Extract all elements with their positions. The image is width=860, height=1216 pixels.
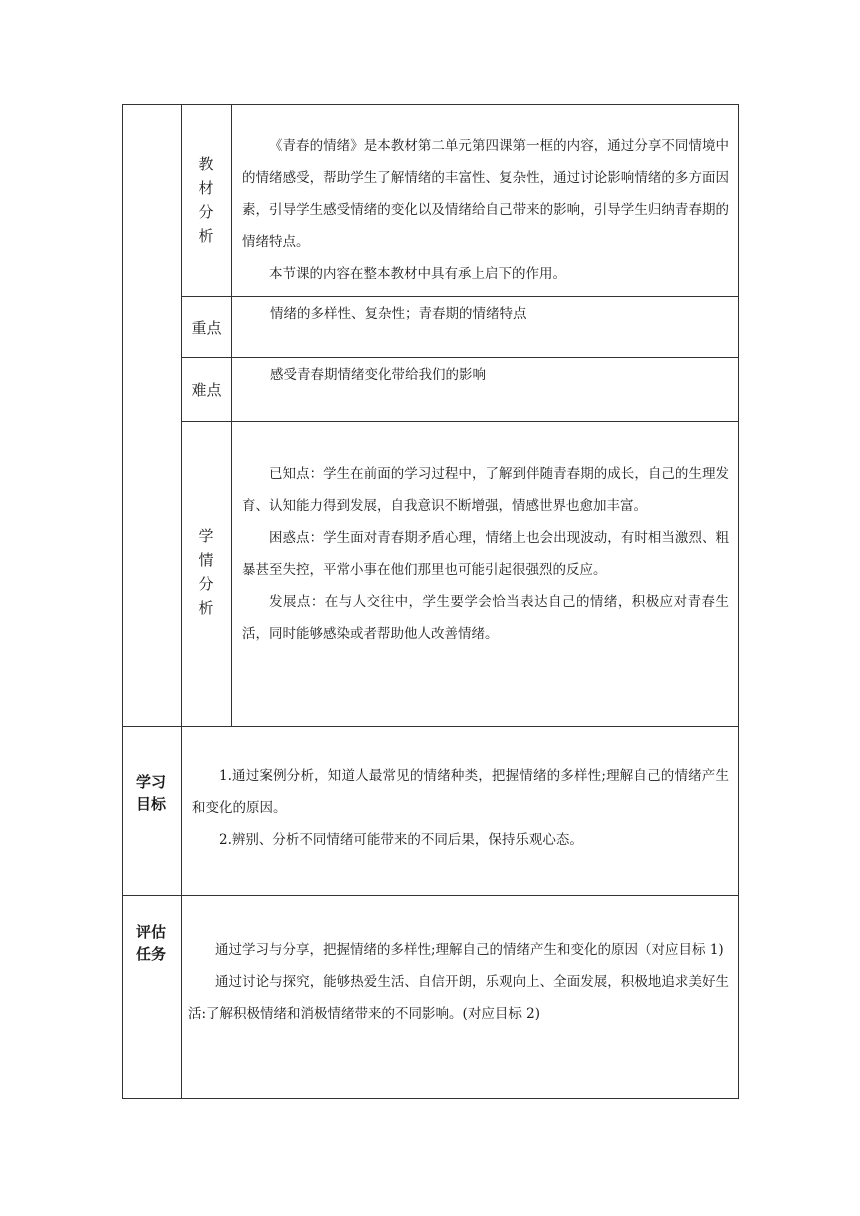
learning-objectives-content [192, 760, 729, 856]
learning-objectives-label: 学习 目标 [135, 773, 166, 813]
student-analysis-content [242, 458, 729, 650]
difficulty-label: 难点 [191, 381, 222, 399]
row-divider-3 [181, 421, 739, 422]
key-point-content: 情绪的多样性、复杂性；青春期的情绪特点 [270, 306, 527, 322]
difficulty-content: 感受青春期情绪变化带给我们的影响 [270, 367, 486, 383]
objective-item: 2.辨别、分析不同情绪可能带来的不同后果，保持乐观心态。 [219, 832, 583, 848]
student-paragraph: 困惑点：学生面对青春期矛盾心理，情绪上也会出现波动，有时相当激烈、粗暴甚至失控，平常小事在他们那里也可能引起很强烈的反应。 [242, 530, 729, 578]
objective-item: 1.通过案例分析，知道人最常见的情绪种类，把握情绪的多样性;理解自己的情绪产生和变化的原因。 [192, 768, 729, 816]
row-divider-5 [122, 895, 739, 896]
key-point-label: 重点 [191, 319, 222, 337]
column-divider-left [181, 104, 182, 1099]
row-divider-2 [181, 357, 739, 358]
student-paragraph: 已知点：学生在前面的学习过程中，了解到伴随青春期的成长，自己的生理发育、认知能力得到发展，自我意识不断增强，情感世界也愈加丰富。 [242, 466, 729, 514]
assessment-item: 通过学习与分享，把握情绪的多样性;理解自己的情绪产生和变化的原因（对应目标 1) [215, 942, 724, 958]
row-divider-1 [181, 296, 739, 297]
student-analysis-label: 学 情 分 析 [198, 527, 214, 617]
material-analysis-label: 教 材 分 析 [198, 155, 214, 245]
material-paragraph: 本节课的内容在整本教材中具有承上启下的作用。 [269, 266, 566, 282]
assessment-item: 通过讨论与探究，能够热爱生活、自信开朗，乐观向上、全面发展，积极地追求美好生活:了解积极情绪和消极情绪带来的不同影响。(对应目标 2) [188, 974, 729, 1022]
material-analysis-content [242, 130, 729, 290]
column-divider-inner [231, 104, 232, 726]
material-paragraph: 《青春的情绪》是本教材第二单元第四课第一框的内容，通过分享不同情境中的情绪感受，帮助学生了解情绪的丰富性、复杂性，通过讨论影响情绪的多方面因素，引导学生感受情绪的变化以及情绪给自己带来的影响，引导学生归纳青春期的情绪特点。 [242, 138, 729, 250]
assessment-tasks-content [188, 934, 729, 1030]
row-divider-4 [122, 726, 739, 727]
student-paragraph: 发展点：在与人交往中，学生要学会恰当表达自己的情绪，积极应对青春生活，同时能够感染或者帮助他人改善情绪。 [242, 594, 729, 642]
assessment-tasks-label: 评估 任务 [135, 923, 166, 963]
